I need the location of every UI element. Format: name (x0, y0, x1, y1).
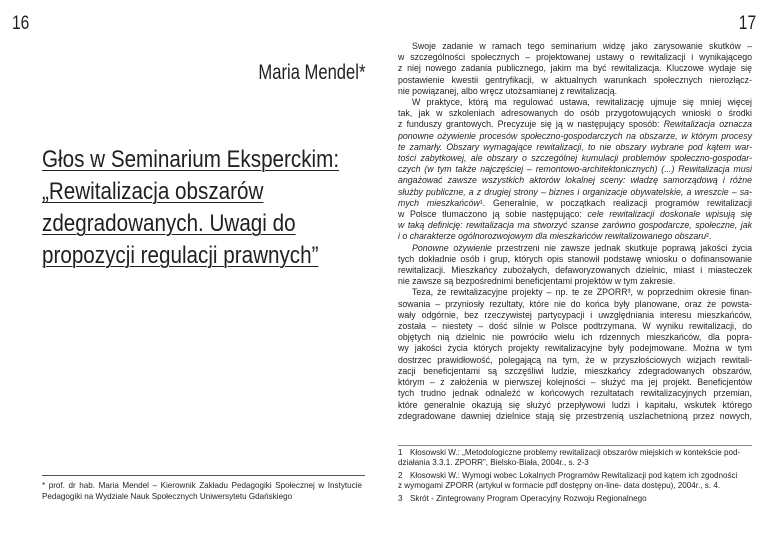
text-line: które generalnie okazują się służyć przepływowi ludzi i kapitału, wskutek którego (398, 399, 752, 410)
footnote-line: * prof. dr hab. Maria Mendel – Kierownik Zakładu Pedagogiki Społecznej w Instytucie (42, 481, 362, 490)
emphasis-text: angażować zawsze wszystkich aktorów lokalnej sceny: władzę samorządową i różne (398, 175, 752, 186)
text-line: dostrzec prawidłowość, polegającą na tym, że w przyszłościowych wizjach rewitali- (398, 354, 752, 365)
text-line: tych dokładnie osób i grup, których opis stanowił podstawę wniosku o dofinansowanie (398, 253, 752, 264)
footnote-number: 3 (398, 494, 403, 503)
footnote-number: 1 (398, 448, 403, 457)
text-segment: ¹. Generalnie, w początkach realizacji programów rewitalizacji (479, 197, 752, 208)
text-segment: przestrzeni nie zawsze jednak skutkuje poprawą jakości życia (491, 242, 752, 253)
title-line: propozycji regulacji prawnych” (42, 242, 319, 269)
emphasis-text: ponowne ożywienie procesów społeczno-gospodarczych na obszarze, w którym procesy (398, 130, 752, 141)
footnote-text: Skrót - Zintegrowany Program Operacyjny Rozwoju Regionalnego (410, 494, 647, 503)
text-line (398, 164, 752, 175)
emphasis-text: i o charakterze ogólnorozwojowym dla mieszkańców rewitalizowanego obszaru (398, 231, 707, 242)
footnote (398, 494, 752, 504)
footnote (398, 471, 752, 491)
text-line (398, 220, 752, 231)
text-line: sowania – przyniosły rezultaty, które nie do końca były planowane, oraz że powsta- (398, 298, 752, 309)
paragraph (398, 97, 752, 243)
paragraph (398, 41, 752, 97)
text-line (398, 153, 752, 164)
emphasis-text: tości zabytkowej, ale obszary o szczególnej kumulacji problemów społeczno-gospodar- (398, 153, 752, 164)
footnote-text: z wymogami ZPORR (artykuł w formacie pdf dostępny on-line- data dostępu), 2004r., s. 4. (398, 481, 721, 490)
page-number: 17 (738, 13, 756, 34)
emphasis-text: Ponowne ożywienie (412, 242, 492, 253)
footnote-text: działania 3.3.1. ZPORR”, Bielsko-Biała, 2004r., s. 2-3 (398, 458, 589, 467)
text-line: zdegradowane dawniej dzielnice stają się przestrzenią uszlachetnioną przez nowych, (398, 410, 752, 421)
footnote-text: Kłosowski W.: Wymogi wobec Lokalnych Programów Rewitalizacji pod kątem ich zgodności (410, 471, 738, 480)
text-line: zacji beneficjentami są szczęśliwi ludzie, mieszkańcy zdegradowanych obszarów, (398, 365, 752, 376)
emphasis-text: służby publiczne, a z drugiej strony – biznes i organizacje obywatelskie, a wreszcie – sa- (398, 186, 752, 197)
footnote-line: Pedagogiki na Wydziale Nauk Społecznych Uniwersytetu Gdańskiego (42, 492, 293, 501)
emphasis-text: cele rewitalizacji doskonale wpisują się (587, 209, 753, 220)
text-segment: w Polsce tłumaczono ją sobie następująco: (398, 209, 588, 220)
text-line (398, 175, 752, 186)
paragraph (398, 243, 752, 288)
footnote-line (398, 458, 752, 468)
text-line (398, 119, 752, 130)
footnote-number: 2 (398, 471, 403, 480)
body-text (398, 41, 752, 422)
text-line (398, 142, 752, 153)
title-line: Głos w Seminarium Eksperckim: (42, 146, 340, 173)
right-page (384, 0, 768, 545)
title-line: zdegradowanych. Uwagi do (42, 210, 296, 237)
footnotes (398, 448, 752, 507)
footnote-line (398, 494, 752, 504)
author-footnote (42, 480, 362, 502)
text-line: tak, jak w szkoleniach adresowanych do osób przygotowujących wnioski o środki (398, 108, 752, 119)
footnote (398, 448, 752, 468)
text-line: nie powiązanej, albo wręcz utożsamianej z rewitalizacją. (398, 85, 618, 96)
emphasis-text: czych (w tym także najczęściej – remontowo-architektonicznych) (...) Rewitalizacja musi (398, 164, 752, 175)
text-line (398, 209, 752, 220)
emphasis-text: mych mieszkańców (398, 197, 480, 208)
footnote-separator (398, 445, 752, 446)
text-line: wy jakości życia których projekty rewitalizacyjne były podejmowane. Można w tym (398, 343, 752, 354)
emphasis-text: te zamarły. Obszary wymagające rewitalizacji, to nie obszary wybrane pod kątem war- (398, 141, 752, 152)
text-line (398, 187, 752, 198)
text-line: tych trudno jednak odnaleźć w końcowych rezultatach rewitalizacyjnych przemian, (398, 388, 752, 399)
emphasis-text: Rewitalizacja oznacza (663, 119, 752, 130)
emphasis-text: w taką definicję: rewitalizacja ma stworzyć szanse zarówno gospodarcze, społeczne, jak (398, 220, 752, 231)
footnote-line (398, 481, 752, 491)
text-line (398, 243, 752, 254)
text-segment: ². (706, 231, 712, 242)
text-line: objętych nią dzielnic nie powróciło wielu ich rdzennych mieszkańców, dla popra- (398, 332, 752, 343)
page-number: 16 (12, 13, 30, 34)
footnote-text: Kłosowski W.: „Metodologiczne problemy rewitalizacji obszarów miejskich w kontekście pod- (410, 448, 741, 457)
text-line: z niej nowego zadania publicznego, jakim ma być rewitalizacja. Kluczowe wydaje się (398, 63, 752, 74)
text-line: nie zawsze są bezpośrednimi beneficjentami projektów w tym zakresie. (398, 276, 676, 287)
author-name: Maria Mendel* (258, 61, 365, 84)
text-line: rewitalizacji. Mieszkańcy zubożałych, defaworyzowanych dzielnic, miast i miasteczek (398, 265, 752, 276)
text-line (398, 231, 752, 242)
text-line: Teza, że rewitalizacyjne projekty – np. te ze ZPORR³, w poprzednim okresie finan- (412, 287, 752, 298)
title-line: „Rewitalizacja obszarów (42, 178, 264, 205)
paragraph (398, 287, 752, 421)
text-line: wały odgórnie, bez rzeczywistej partycypacji i uwzględniania interesu mieszkańców, (398, 309, 752, 320)
text-line (398, 131, 752, 142)
text-line: w szczególności społecznych – projektowanej ustawy o rewitalizacji i wynikającego (398, 52, 752, 63)
text-line: Swoje zadanie w ramach tego seminarium widzę jako zarysowanie skutków – (412, 41, 752, 51)
footnote-line (398, 448, 752, 458)
article-title (42, 144, 387, 272)
footnote-line (398, 471, 752, 481)
text-line: została – niestety – dość silnie w Polsce podtrzymana. W wyniku rewitalizacji, do (398, 321, 752, 332)
text-line: którym – z założenia w pierwszej kolejności – służyć ma jej projekt. Beneficjentów (398, 377, 752, 388)
text-line: postawienie kwestii gentryfikacji, w aktualnych warunkach społecznych nierozłącz- (398, 74, 752, 85)
footnote-separator (42, 475, 365, 476)
text-segment: z funduszy grantowych. Precyzuje się ją w następujący sposób: (398, 119, 664, 130)
text-line: W praktyce, którą ma regulować ustawa, rewitalizację ujmuje się mniej więcej (412, 97, 752, 108)
text-line (398, 198, 752, 209)
